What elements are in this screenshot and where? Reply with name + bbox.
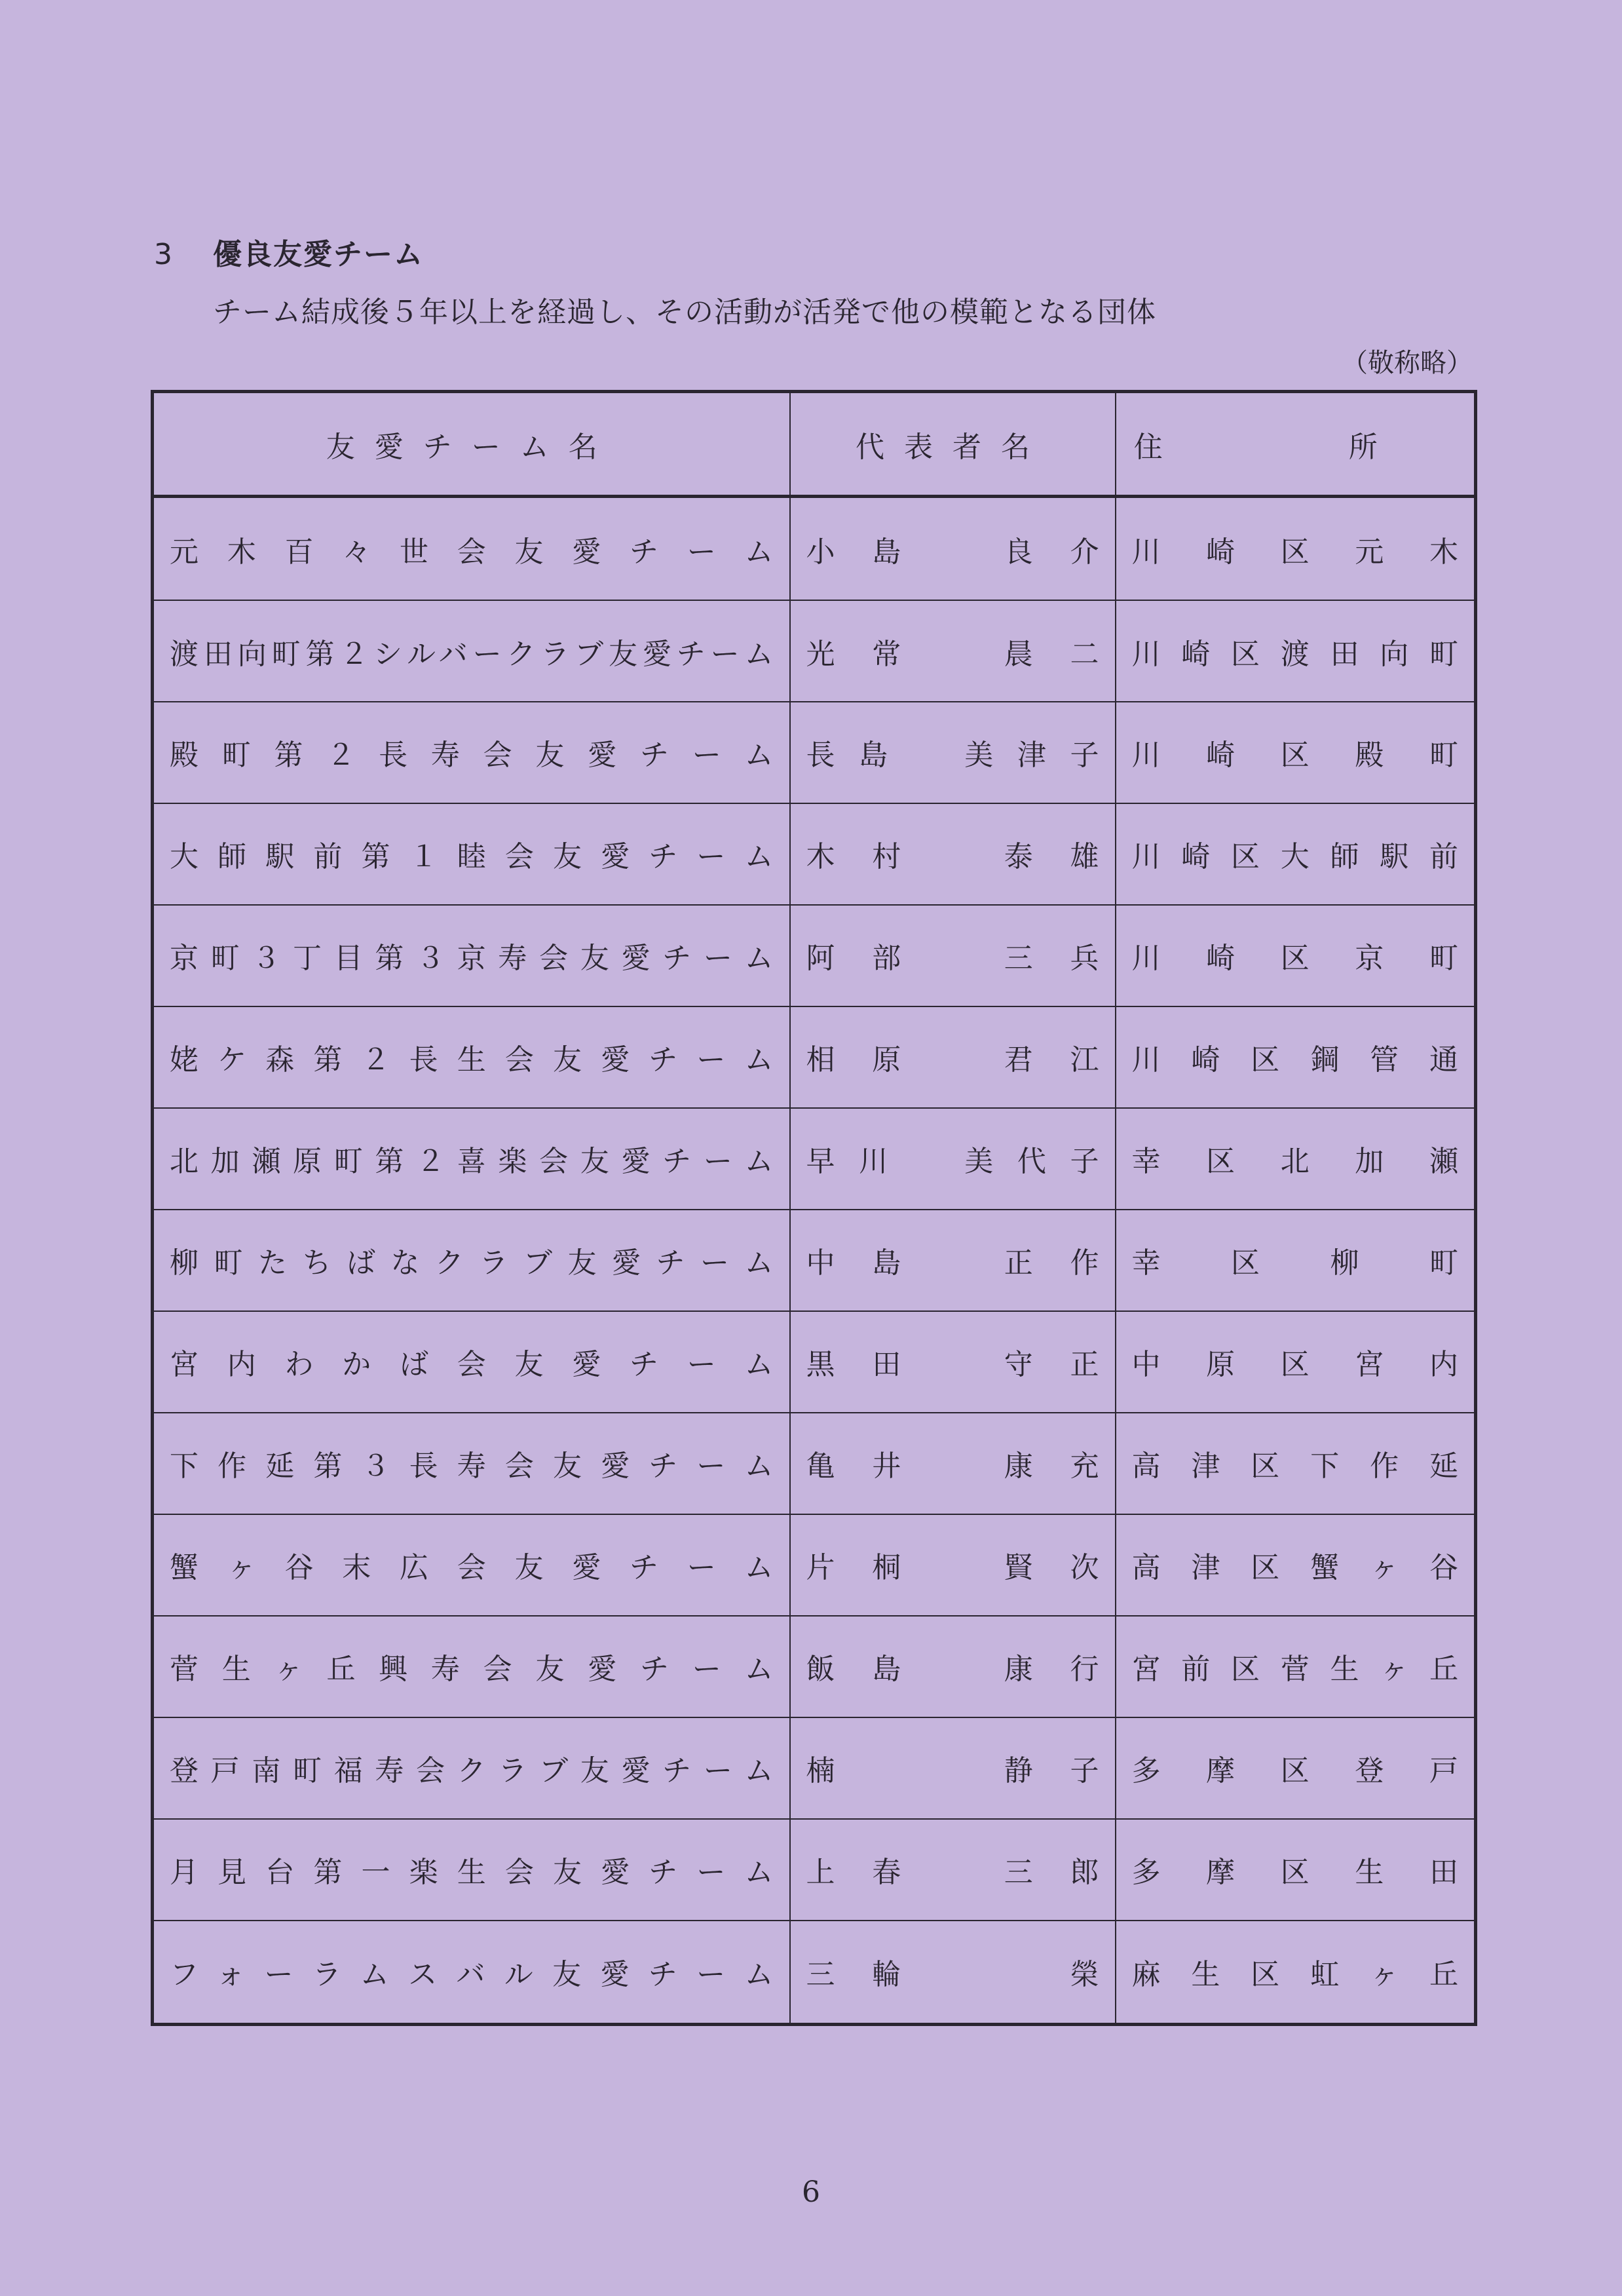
address-cell: 宮前区菅生ヶ丘 bbox=[1116, 1616, 1476, 1717]
address-cell: 麻生区虹ヶ丘 bbox=[1116, 1921, 1476, 2025]
address-cell: 多摩区登戸 bbox=[1116, 1717, 1476, 1819]
team-name-cell: 柳町たちばなクラブ友愛チーム bbox=[153, 1210, 790, 1311]
team-name-cell: 菅生ヶ丘興寿会友愛チーム bbox=[153, 1616, 790, 1717]
table-row bbox=[153, 497, 1476, 601]
header-address: 住 所 bbox=[1116, 392, 1476, 497]
representative-cell: 飯島 康行 bbox=[790, 1616, 1116, 1717]
table-row bbox=[153, 600, 1476, 702]
section-title: 優良友愛チーム bbox=[213, 238, 424, 271]
representative-cell: 早川 美代子 bbox=[790, 1108, 1116, 1210]
header-representative: 代表者名 bbox=[790, 392, 1116, 497]
section-heading bbox=[154, 231, 424, 273]
representative-cell: 阿部 三兵 bbox=[790, 905, 1116, 1006]
team-name-cell: 殿町第２長寿会友愛チーム bbox=[153, 702, 790, 803]
table-row bbox=[153, 1311, 1476, 1413]
address-cell: 川崎区元木 bbox=[1116, 497, 1476, 601]
representative-cell: 楠 静子 bbox=[790, 1717, 1116, 1819]
team-name-cell: 渡田向町第２シルバークラブ友愛チーム bbox=[153, 600, 790, 702]
representative-cell: 三輪 榮 bbox=[790, 1921, 1116, 2025]
representative-cell: 木村 泰雄 bbox=[790, 803, 1116, 905]
table-row bbox=[153, 1921, 1476, 2025]
team-name-cell: 蟹ヶ谷末広会友愛チーム bbox=[153, 1514, 790, 1616]
table-row bbox=[153, 702, 1476, 803]
team-name-cell: 姥ケ森第２長生会友愛チーム bbox=[153, 1006, 790, 1108]
honorific-note: （敬称略） bbox=[1342, 348, 1473, 378]
address-cell: 川崎区京町 bbox=[1116, 905, 1476, 1006]
representative-cell: 上春 三郎 bbox=[790, 1819, 1116, 1921]
address-cell: 川崎区渡田向町 bbox=[1116, 600, 1476, 702]
header-team-name: 友愛チーム名 bbox=[153, 392, 790, 497]
representative-cell: 光常 晨二 bbox=[790, 600, 1116, 702]
address-cell: 幸区柳町 bbox=[1116, 1210, 1476, 1311]
table-header-row bbox=[153, 392, 1476, 497]
table-row bbox=[153, 1413, 1476, 1514]
section-number: 3 bbox=[154, 238, 174, 271]
address-cell: 多摩区生田 bbox=[1116, 1819, 1476, 1921]
table-row bbox=[153, 1006, 1476, 1108]
address-cell: 高津区下作延 bbox=[1116, 1413, 1476, 1514]
team-name-cell: 下作延第３長寿会友愛チーム bbox=[153, 1413, 790, 1514]
address-cell: 川崎区鋼管通 bbox=[1116, 1006, 1476, 1108]
table-row bbox=[153, 1717, 1476, 1819]
table-row bbox=[153, 1108, 1476, 1210]
team-name-cell: 宮内わかば会友愛チーム bbox=[153, 1311, 790, 1413]
table-row bbox=[153, 1210, 1476, 1311]
section-description: チーム結成後５年以上を経過し、その活動が活発で他の模範となる団体 bbox=[213, 296, 1156, 329]
representative-cell: 相原 君江 bbox=[790, 1006, 1116, 1108]
address-cell: 中原区宮内 bbox=[1116, 1311, 1476, 1413]
representative-cell: 小島 良介 bbox=[790, 497, 1116, 601]
team-name-cell: 月見台第一楽生会友愛チーム bbox=[153, 1819, 790, 1921]
address-cell: 川崎区殿町 bbox=[1116, 702, 1476, 803]
address-cell: 高津区蟹ヶ谷 bbox=[1116, 1514, 1476, 1616]
team-name-cell: 登戸南町福寿会クラブ友愛チーム bbox=[153, 1717, 790, 1819]
team-name-cell: 元木百々世会友愛チーム bbox=[153, 497, 790, 601]
table-row bbox=[153, 1514, 1476, 1616]
team-name-cell: フォーラムスバル友愛チーム bbox=[153, 1921, 790, 2025]
representative-cell: 亀井 康充 bbox=[790, 1413, 1116, 1514]
team-name-cell: 北加瀬原町第２喜楽会友愛チーム bbox=[153, 1108, 790, 1210]
table-row bbox=[153, 803, 1476, 905]
address-cell: 川崎区大師駅前 bbox=[1116, 803, 1476, 905]
representative-cell: 長島 美津子 bbox=[790, 702, 1116, 803]
address-cell: 幸区北加瀬 bbox=[1116, 1108, 1476, 1210]
representative-cell: 黒田 守正 bbox=[790, 1311, 1116, 1413]
team-table bbox=[151, 390, 1477, 2026]
representative-cell: 中島 正作 bbox=[790, 1210, 1116, 1311]
team-name-cell: 大師駅前第１睦会友愛チーム bbox=[153, 803, 790, 905]
table-row bbox=[153, 1616, 1476, 1717]
table-row bbox=[153, 1819, 1476, 1921]
page-number: 6 bbox=[802, 2175, 820, 2209]
team-name-cell: 京町３丁目第３京寿会友愛チーム bbox=[153, 905, 790, 1006]
table-row bbox=[153, 905, 1476, 1006]
representative-cell: 片桐 賢次 bbox=[790, 1514, 1116, 1616]
